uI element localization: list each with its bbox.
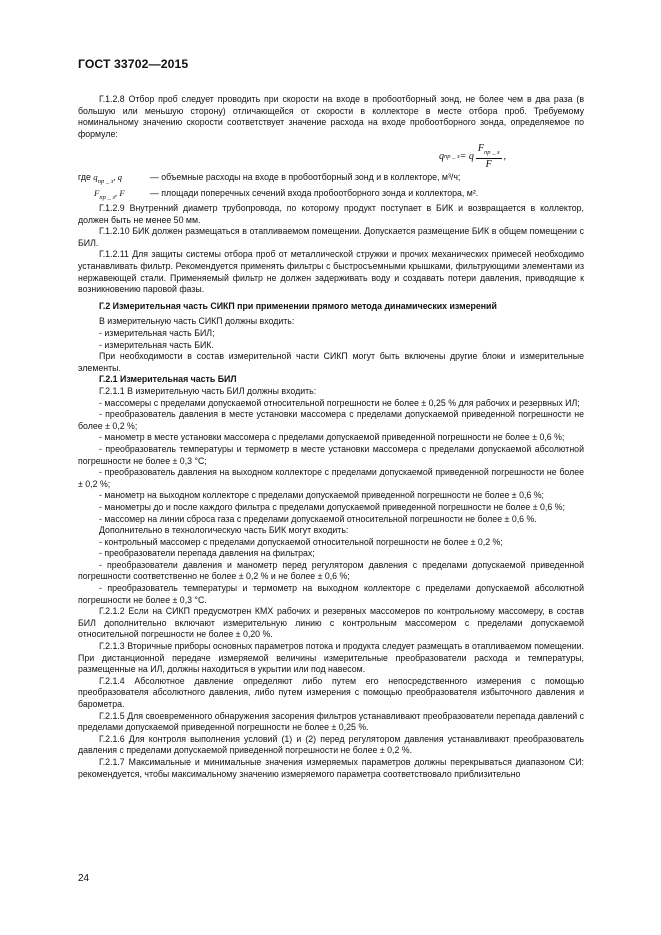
paragraph-g2113: Г.2.1.3 Вторичные приборы основных параметров потока и продукта следует размещать в отапливаемом помещении. При дистанционной передаче измеряемой величины измерительные преобразователи расхода и температуры, размещенные на ИЛ, должны находиться в укрытии или под навесом. <box>78 641 584 675</box>
list-item: - преобразователь давления на выходном коллекторе с пределами допускаемой приведенной погрешности не более ± 0,2 %; <box>78 467 584 489</box>
paragraph-g2116: Г.2.1.6 Для контроля выполнения условий (1) и (2) перед регулятором давления устанавливают преобразователь давления с пределами допускаемой приведенной погрешности не более ± 0,2 %. <box>78 733 584 756</box>
formula-eq: = q <box>459 150 474 162</box>
section-heading-g21: Г.2.1 Измерительная часть БИЛ <box>99 374 237 385</box>
definition-symbol: где $q_{пр \_ з}$, q <box>78 172 123 186</box>
definition-symbol: $F_{пр \_ з}$, F <box>94 187 125 201</box>
list-item: - манометр в месте установки массомера с пределами допускаемой приведенной погрешности не более ± 0,6 %; <box>99 432 565 443</box>
formula-lhs-sub: пр _ з <box>444 152 460 160</box>
paragraph-g2112: Г.2.1.2 Если на СИКП предусмотрен КМХ рабочих и резервных массомеров по контрольному массомеру, в состав БИЛ дополнительно включают измерительную линию с контрольным массомером с пределами допускаемой относительной погрешности не более ± 0,20 %. <box>78 606 584 640</box>
list-item: - преобразователь температуры и термометр на выходном коллекторе с пределами допускаемой абсолютной погрешности не более ± 0,3 °С. <box>78 583 584 605</box>
section-heading-g2: Г.2 Измерительная часть СИКП при применении прямого метода динамических измерений <box>99 300 497 311</box>
paragraph-g2115: Г.2.1.5 Для своевременного обнаружения засорения фильтров устанавливают преобразователи перепада давлений с пределами допускаемой приведенной погрешности не более ± 0,25 %. <box>78 710 584 733</box>
definition-text: — площади поперечных сечений входа пробоотборного зонда и коллектора, м². <box>150 187 479 198</box>
document-body <box>78 94 584 780</box>
list-item: - преобразователь температуры и термометр в месте установки массомера с пределами допускаемой абсолютной погрешности не более ± 0,3 °С; <box>78 443 584 466</box>
page-number: 24 <box>78 873 90 884</box>
list-item: - преобразователь давления в месте установки массомера с пределами допускаемой приведенной погрешности не более ± 0,2 %; <box>78 409 584 431</box>
formula-num-sub: пр _ з <box>483 148 500 156</box>
list-item: - измерительная часть БИЛ; <box>99 328 215 338</box>
formula-lhs: q <box>439 150 445 162</box>
formula-fraction <box>476 143 502 170</box>
formula-tail: , <box>503 150 506 162</box>
paragraph-g129: Г.1.2.9 Внутренний диаметр трубопровода, по которому продукт поступает в БИК и возвращается в коллектор, должен быть не менее 50 мм. <box>78 203 584 225</box>
definition-row <box>78 172 584 187</box>
text-line: При необходимости в состав измерительной части СИКП могут быть включены другие блоки и измерительные элементы. <box>78 351 584 373</box>
document-header: ГОСТ 33702—2015 <box>78 57 189 71</box>
paragraph-g128: Г.1.2.8 Отбор проб следует проводить при скорости на входе в пробоотборный зонд, не более чем в два раза (в большую или меньшую сторону) отличающейся от скорости в коллекторе в месте отбора проб. Требуемому номинальному значению скорости соответствует значение расхода на входе пробоотборного зонда, определяемое по формуле: <box>78 94 584 139</box>
paragraph-g1210: Г.1.2.10 БИК должен размещаться в отапливаемом помещении. Допускается размещение БИК в общем помещении с БИЛ. <box>78 226 584 248</box>
sampling-formula <box>78 140 506 172</box>
paragraph-g2117: Г.2.1.7 Максимальные и минимальные значения измеряемых параметров должны перекрываться диапазоном СИ: рекомендуется, чтобы максимальному значению измеряемого параметра соответствовало приблизительно <box>78 756 584 779</box>
paragraph-g1211: Г.1.2.11 Для защиты системы отбора проб от металлической стружки и прочих механических примесей необходимо устанавливать фильтр. Рекомендуется применять фильтры с быстросъемными крышками, фильтрующими элементами из нержавеющей стали. Применяемый фильтр не должен задерживать воду и создавать потери давления, приводящие к возникновению паровой фазы. <box>78 249 584 295</box>
definition-row <box>78 188 584 203</box>
list-item: - манометры до и после каждого фильтра с пределами допускаемой приведенной погрешности не более ± 0,6 %; <box>99 501 565 512</box>
list-item: - массомеры с пределами допускаемой относительной погрешности не более ± 0,25 % для рабочих и резервных ИЛ; <box>99 397 580 408</box>
list-item: - измерительная часть БИК. <box>99 339 214 350</box>
list-item: - массомер на линии сброса газа с пределами допускаемой относительной погрешности не более ± 0,6 %. <box>99 513 537 524</box>
definition-text: — объемные расходы на входе в пробоотборный зонд и в коллекторе, м³/ч; <box>150 172 461 183</box>
text-line: Дополнительно в технологическую часть БИК могут входить: <box>99 525 349 536</box>
formula-denominator: F <box>485 158 492 170</box>
formula-numerator: $F_{пр \_ з}$ <box>476 143 502 159</box>
list-item: - преобразователи давления и манометр перед регулятором давления с пределами допускаемой приведенной погрешности соответственно не более ± 0,2 % и не более ± 0,6 %; <box>78 559 584 582</box>
list-item: - преобразователи перепада давления на фильтрах; <box>99 548 315 559</box>
formula-definitions <box>78 172 584 203</box>
list-item: - контрольный массомер с пределами допускаемой относительной погрешности не более ± 0,2 %; <box>99 536 503 547</box>
paragraph-g2114: Г.2.1.4 Абсолютное давление определяют либо путем его непосредственного измерения с помощью преобразователя абсолютного давления, либо путем измерения с помощью преобразователя избыточного давления и барометра. <box>78 675 584 709</box>
text-line: В измерительную часть СИКП должны входить: <box>99 316 295 327</box>
list-item: - манометр на выходном коллекторе с пределами допускаемой приведенной погрешности не более ± 0,6 %; <box>99 490 545 501</box>
text-line: Г.2.1.1 В измерительную часть БИЛ должны входить: <box>99 385 317 396</box>
